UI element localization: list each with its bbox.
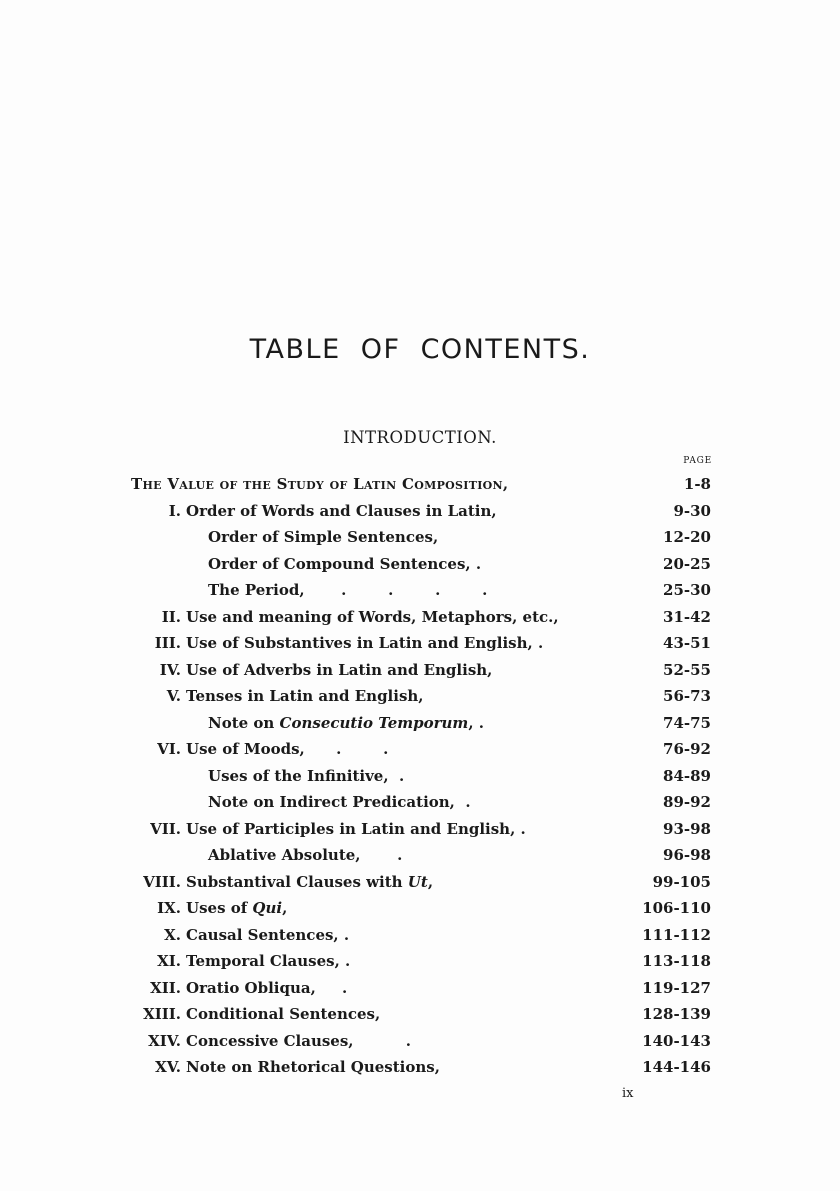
toc-entry-text: Uses of Qui, bbox=[186, 899, 288, 917]
toc-subentry bbox=[0, 711, 840, 738]
toc-subentry bbox=[0, 552, 840, 579]
toc-entry bbox=[0, 658, 840, 685]
toc-entry bbox=[0, 605, 840, 632]
toc-entry-pages: 84-89 bbox=[663, 766, 711, 785]
toc-entry-pages: 119-127 bbox=[642, 978, 711, 997]
page-column-label: PAGE bbox=[683, 456, 712, 466]
toc-entry-pages: 144-146 bbox=[642, 1058, 711, 1076]
toc-entry-number: III. bbox=[154, 634, 181, 652]
toc-entry-number: I. bbox=[168, 501, 181, 520]
toc-entry bbox=[0, 1029, 840, 1056]
toc-entry-text: Note on Consecutio Temporum, . bbox=[208, 713, 484, 732]
toc-entry-pages: 9-30 bbox=[673, 501, 711, 520]
toc-entry-text: Note on Rhetorical Questions, bbox=[186, 1058, 440, 1076]
toc-entry-pages: 20-25 bbox=[663, 554, 711, 573]
toc-entry-pages: 74-75 bbox=[663, 713, 711, 732]
toc-entry-number: VII. bbox=[150, 819, 181, 838]
toc-entry-text: Order of Words and Clauses in Latin, bbox=[186, 501, 497, 520]
page-folio: ix bbox=[622, 1086, 634, 1101]
toc-subentry bbox=[0, 525, 840, 552]
toc-entry-text: Uses of the Infinitive, . bbox=[208, 766, 405, 785]
toc-entry-text: Order of Simple Sentences, bbox=[208, 528, 439, 546]
toc-entry-pages: 56-73 bbox=[663, 687, 711, 705]
toc-entry-text: Use of Participles in Latin and English, . bbox=[186, 819, 526, 838]
toc-entry bbox=[0, 923, 840, 950]
toc-entry-number: IX. bbox=[157, 899, 181, 917]
toc-entry bbox=[0, 949, 840, 976]
toc-entry-pages: 111-112 bbox=[642, 925, 711, 944]
section-heading: INTRODUCTION. bbox=[343, 428, 497, 447]
toc-subentry bbox=[0, 843, 840, 870]
toc-entry-pages: 106-110 bbox=[642, 899, 711, 917]
toc-entry-text: The Period, . . . . bbox=[208, 581, 488, 599]
toc-entry-text: Substantival Clauses with Ut, bbox=[186, 872, 434, 891]
toc-entry bbox=[0, 631, 840, 658]
toc-entry-text: The Value of the Study of Latin Composition, bbox=[131, 475, 509, 493]
toc-entry-text: Temporal Clauses, . bbox=[186, 952, 351, 970]
toc-list bbox=[0, 472, 840, 1082]
toc-entry-number: VI. bbox=[157, 740, 181, 758]
toc-entry-pages: 76-92 bbox=[663, 740, 711, 758]
toc-entry-text: Use of Adverbs in Latin and English, bbox=[186, 660, 493, 679]
toc-entry-pages: 93-98 bbox=[663, 819, 711, 838]
toc-entry-number: IV. bbox=[159, 660, 181, 679]
toc-entry-number: X. bbox=[164, 925, 181, 944]
toc-entry-pages: 52-55 bbox=[663, 660, 711, 679]
toc-entry-number: XIII. bbox=[143, 1005, 181, 1023]
toc-entry-text: Order of Compound Sentences, . bbox=[208, 554, 482, 573]
toc-entry-pages: 12-20 bbox=[663, 528, 711, 546]
toc-entry bbox=[0, 737, 840, 764]
page-title: TABLE OF CONTENTS. bbox=[249, 334, 591, 365]
toc-subentry bbox=[0, 578, 840, 605]
toc-entry-number: XII. bbox=[150, 978, 181, 997]
toc-entry-text: Use of Substantives in Latin and English, . bbox=[186, 634, 544, 652]
toc-subentry bbox=[0, 790, 840, 817]
toc-entry-pages: 113-118 bbox=[642, 952, 711, 970]
toc-entry-text: Conditional Sentences, bbox=[186, 1005, 381, 1023]
toc-entry-pages: 89-92 bbox=[663, 793, 711, 811]
toc-entry bbox=[0, 472, 840, 499]
toc-entry-text: Concessive Clauses, . bbox=[186, 1031, 411, 1050]
toc-entry-text: Oratio Obliqua, . bbox=[186, 978, 348, 997]
toc-entry-pages: 1-8 bbox=[683, 475, 711, 493]
toc-entry-text: Use and meaning of Words, Metaphors, etc., bbox=[186, 607, 559, 626]
toc-entry-pages: 25-30 bbox=[663, 581, 711, 599]
toc-entry-text: Causal Sentences, . bbox=[186, 925, 350, 944]
toc-entry-text: Tenses in Latin and English, bbox=[186, 687, 424, 705]
toc-entry-number: XV. bbox=[155, 1058, 181, 1076]
toc-entry-pages: 140-143 bbox=[642, 1031, 711, 1050]
toc-entry bbox=[0, 817, 840, 844]
toc-entry bbox=[0, 684, 840, 711]
toc-entry-number: V. bbox=[166, 687, 181, 705]
toc-entry bbox=[0, 870, 840, 897]
toc-entry-text: Note on Indirect Predication, . bbox=[208, 793, 471, 811]
toc-entry bbox=[0, 976, 840, 1003]
toc-subentry bbox=[0, 764, 840, 791]
toc-entry bbox=[0, 896, 840, 923]
toc-entry bbox=[0, 499, 840, 526]
toc-entry-pages: 43-51 bbox=[663, 634, 711, 652]
toc-entry bbox=[0, 1002, 840, 1029]
toc-entry-number: VIII. bbox=[143, 872, 181, 891]
toc-entry-pages: 128-139 bbox=[642, 1005, 711, 1023]
toc-entry-text: Use of Moods, . . bbox=[186, 740, 389, 758]
toc-entry-pages: 31-42 bbox=[663, 607, 711, 626]
toc-entry-text: Ablative Absolute, . bbox=[208, 846, 403, 864]
toc-entry bbox=[0, 1055, 840, 1082]
toc-entry-number: XIV. bbox=[148, 1031, 181, 1050]
toc-entry-pages: 99-105 bbox=[652, 872, 711, 891]
toc-entry-number: II. bbox=[161, 607, 181, 626]
toc-entry-pages: 96-98 bbox=[663, 846, 711, 864]
toc-entry-number: XI. bbox=[157, 952, 181, 970]
